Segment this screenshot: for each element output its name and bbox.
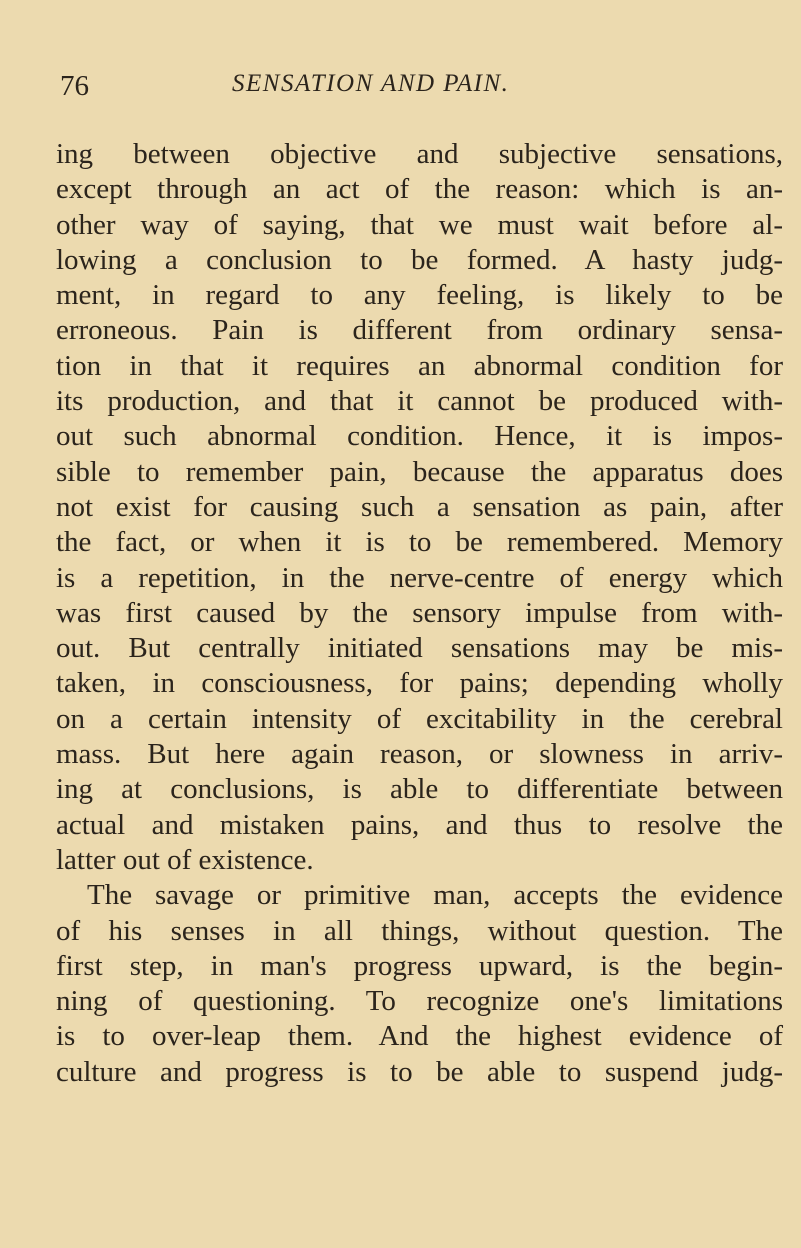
text-line: other way of saying, that we must wait before al- bbox=[56, 208, 783, 241]
text-line: out such abnormal condition. Hence, it is impos- bbox=[56, 420, 783, 453]
text-line: is a repetition, in the nerve-centre of energy which bbox=[56, 561, 783, 594]
page-body bbox=[56, 137, 783, 1090]
text-line: was first caused by the sensory impulse from with- bbox=[56, 596, 783, 629]
text-line: ing between objective and subjective sensations, bbox=[56, 138, 783, 170]
text-line: out. But centrally initiated sensations may be mis- bbox=[56, 632, 783, 665]
text-line: is to over-leap them. And the highest evidence of bbox=[56, 1020, 783, 1053]
text-line: the fact, or when it is to be remembered. Memory bbox=[56, 526, 783, 559]
text-line: first step, in man's progress upward, is the begin- bbox=[56, 949, 783, 982]
running-title: SENSATION AND PAIN. bbox=[232, 70, 510, 97]
text-line: its production, and that it cannot be produced with- bbox=[56, 385, 783, 418]
text-line: taken, in consciousness, for pains; depending wholly bbox=[56, 667, 783, 700]
text-line: lowing a conclusion to be formed. A hasty judg- bbox=[56, 243, 783, 276]
text-line: mass. But here again reason, or slowness in arriv- bbox=[56, 738, 783, 771]
text-line: ning of questioning. To recognize one's limitations bbox=[56, 985, 783, 1018]
text-line: not exist for causing such a sensation as pain, after bbox=[56, 490, 783, 523]
text-line: on a certain intensity of excitability in the cerebral bbox=[56, 702, 783, 735]
text-line: actual and mistaken pains, and thus to resolve the bbox=[56, 808, 783, 841]
text-line: tion in that it requires an abnormal condition for bbox=[56, 349, 783, 382]
text-line: ment, in regard to any feeling, is likely to be bbox=[56, 279, 783, 312]
text-line: ing at conclusions, is able to differentiate between bbox=[56, 773, 783, 806]
text-line: except through an act of the reason: which is an- bbox=[56, 173, 783, 206]
page-number: 76 bbox=[60, 70, 89, 102]
text-line: erroneous. Pain is different from ordinary sensa- bbox=[56, 314, 783, 347]
text-line: of his senses in all things, without question. The bbox=[56, 914, 783, 947]
text-line: The savage or primitive man, accepts the evidence bbox=[87, 879, 783, 912]
text-line: culture and progress is to be able to suspend judg- bbox=[56, 1055, 783, 1088]
text-line: latter out of existence. bbox=[56, 843, 314, 876]
text-line: sible to remember pain, because the apparatus does bbox=[56, 455, 783, 488]
